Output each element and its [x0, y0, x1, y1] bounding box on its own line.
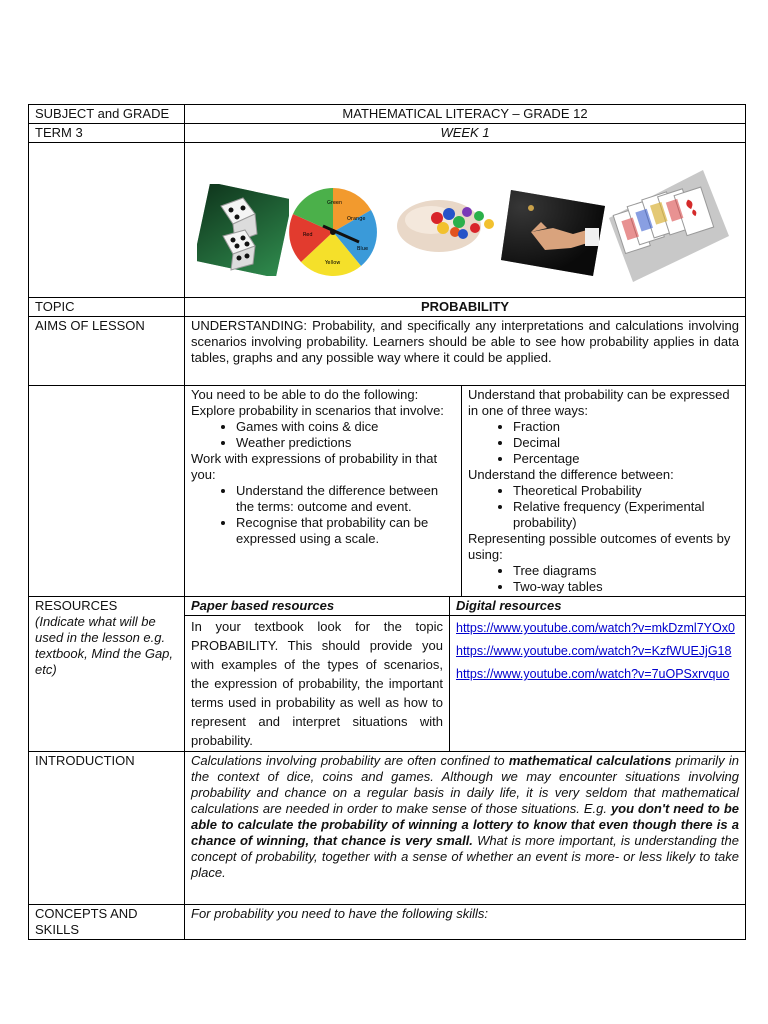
spinner-image: [287, 186, 379, 278]
dice-image: [197, 184, 289, 276]
aims-text: UNDERSTANDING: Probability, and specifically any interpretations and calculations involving scenarios involving probability. Learners should be able to see how probability applies in data tables, graphs and any possible way where it could be applied.: [185, 317, 746, 386]
resources-label: RESOURCES: [35, 598, 118, 613]
term-value: WEEK 1: [185, 124, 746, 143]
term-label: TERM 3: [29, 124, 185, 143]
resources-cell: [185, 597, 746, 752]
list-item: • Tree diagrams: [513, 563, 739, 579]
resource-link-1[interactable]: https://www.youtube.com/watch?v=mkDzml7YOx0: [456, 621, 735, 635]
subject-value: MATHEMATICAL LITERACY – GRADE 12: [185, 105, 746, 124]
term-row: [29, 124, 746, 143]
list-item: • Percentage: [513, 451, 739, 467]
images-row: [29, 143, 746, 298]
playing-cards-image: [605, 170, 729, 282]
skills-right-repr: Representing possible outcomes of events by using:: [468, 531, 731, 562]
skills-right-column: [462, 386, 745, 596]
introduction-row: [29, 752, 746, 905]
introduction-text: [185, 752, 746, 905]
concepts-text: For probability you need to have the following skills:: [185, 905, 746, 940]
resources-row: [29, 597, 746, 752]
concepts-row: [29, 905, 746, 940]
topic-row: [29, 298, 746, 317]
intro-bold-2: you don't need to be able to calculate the probability of winning a lottery to know that even though there is a chance of winning, that chance is very small.: [191, 801, 739, 848]
digital-resources-column: [450, 597, 745, 751]
skills-left-work: Work with expressions of probability in that you:: [191, 451, 438, 482]
skills-right-list-1: [468, 419, 739, 467]
list-item: • Relative frequency (Experimental probability): [513, 499, 739, 531]
introduction-label: INTRODUCTION: [29, 752, 185, 905]
resources-label-cell: [29, 597, 185, 752]
intro-bold-1: mathematical calculations: [508, 753, 672, 768]
aims-row: [29, 317, 746, 386]
pie-label-blue: Blue: [357, 246, 369, 252]
lesson-plan: [28, 104, 746, 940]
list-item: • Fraction: [513, 419, 739, 435]
skills-left-column: [185, 386, 462, 596]
intro-part-1: Calculations involving probability are often confined to: [191, 753, 509, 768]
lesson-plan-table: [28, 104, 746, 940]
paper-resources-text: In your textbook look for the topic PROBABILITY. This should provide you with examples of the types of scenarios, the expression of probability, the important terms used in probability as well as how to represent and interpret situations with probability.: [191, 619, 443, 748]
resource-link-2[interactable]: https://www.youtube.com/watch?v=KzfWUEJjG18: [456, 644, 732, 658]
skills-left-list-1: [191, 419, 455, 451]
topic-label: TOPIC: [29, 298, 185, 317]
images-cell: [185, 143, 746, 298]
skills-label-empty: [29, 386, 185, 597]
marbles-bag-image: [391, 184, 501, 264]
resources-note: (Indicate what will be used in the lesson e.g. textbook, Mind the Gap, etc): [35, 614, 174, 677]
skills-right-list-3: [468, 563, 739, 595]
skills-right-intro: Understand that probability can be expressed in one of three ways:: [468, 387, 730, 418]
paper-resources-column: [185, 597, 450, 751]
pie-label-green: Green: [327, 200, 343, 206]
resource-link-3[interactable]: https://www.youtube.com/watch?v=7uOPSxrvquo: [456, 667, 730, 681]
topic-value: PROBABILITY: [185, 298, 746, 317]
skills-right-list-2: [468, 483, 739, 531]
coin-toss-image: [501, 188, 605, 278]
paper-resources-heading: Paper based resources: [185, 597, 449, 616]
list-item: • Recognise that probability can be expressed using a scale.: [236, 515, 455, 547]
skills-row: [29, 386, 746, 597]
list-item: • Games with coins & dice: [236, 419, 455, 435]
skills-right-diff: Understand the difference between:: [468, 467, 674, 482]
pie-label-orange: Orange: [347, 216, 366, 222]
subject-label: SUBJECT and GRADE: [29, 105, 185, 124]
intro-part-2: primarily in the context of dice, coins and games. Although we may encounter situations involving probability and chance on a regular basis in daily life, it is very seldom that mathematical calculations are needed in order to make sense of those situations. E.g.: [191, 753, 739, 816]
concepts-label: CONCEPTS AND SKILLS: [29, 905, 185, 940]
list-item: • Weather predictions: [236, 435, 455, 451]
subject-row: [29, 105, 746, 124]
list-item: • Decimal: [513, 435, 739, 451]
pie-label-red: Red: [303, 232, 313, 238]
skills-left-intro: You need to be able to do the following:: [191, 387, 419, 402]
pie-label-yellow: Yellow: [325, 260, 341, 266]
intro-part-3: What is more important, is understanding the concept of probability, together with a sense of whether an event is more- or less likely to take place.: [191, 833, 739, 880]
skills-left-list-2: [191, 483, 455, 547]
aims-label: AIMS OF LESSON: [29, 317, 185, 386]
list-item: • Theoretical Probability: [513, 483, 739, 499]
skills-left-explore: Explore probability in scenarios that involve:: [191, 403, 444, 418]
images-label-empty: [29, 143, 185, 298]
list-item: • Understand the difference between the terms: outcome and event.: [236, 483, 455, 515]
skills-cell: [185, 386, 746, 597]
list-item: • Two-way tables: [513, 579, 739, 595]
digital-resources-heading: Digital resources: [450, 597, 745, 616]
